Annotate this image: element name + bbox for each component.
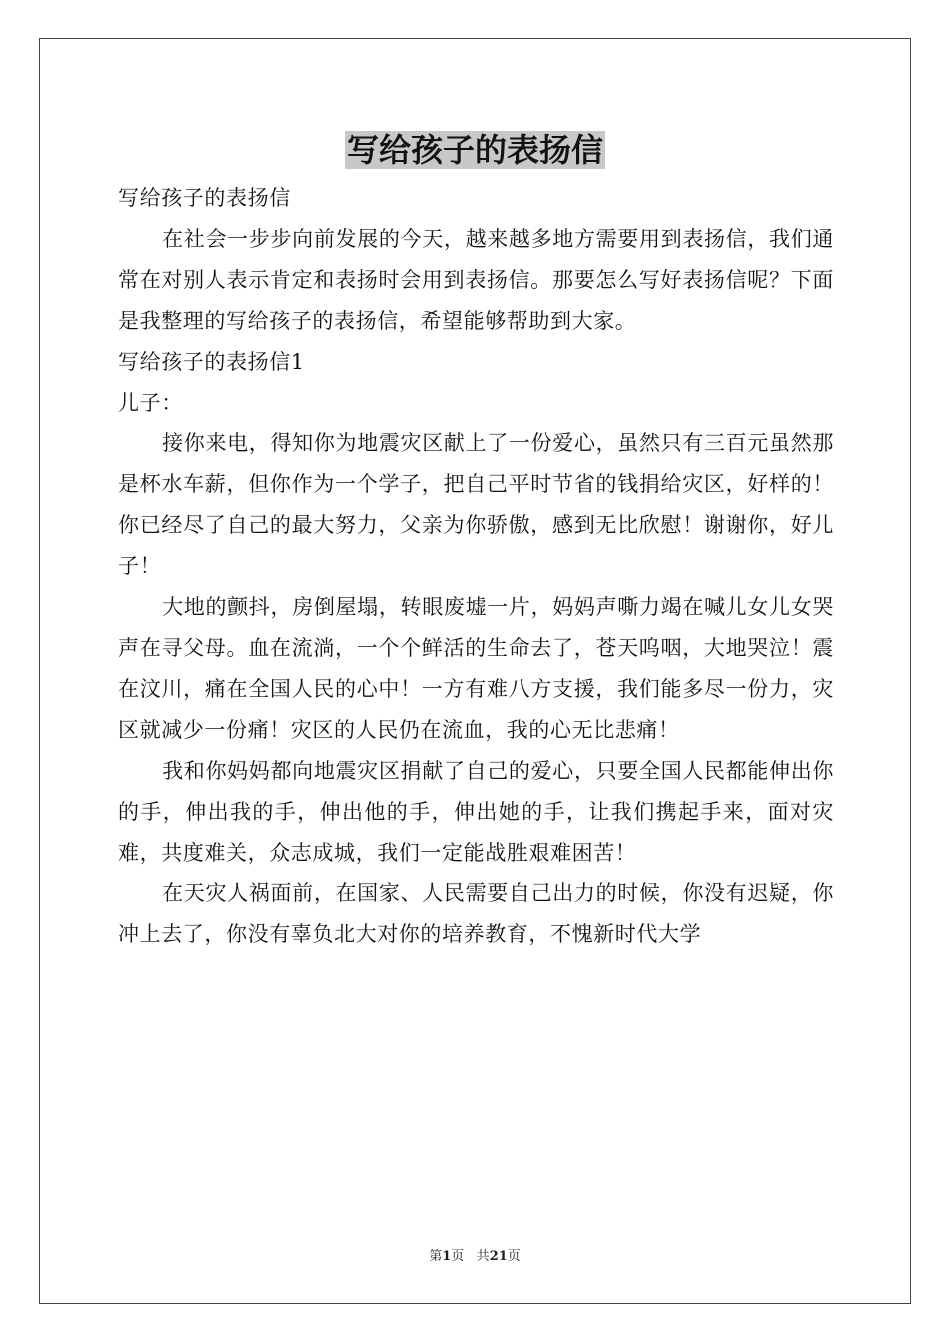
body-paragraph-6: 我和你妈妈都向地震灾区捐献了自己的爱心，只要全国人民都能伸出你的手，伸出我的手，伸出他的手，伸出她的手，让我们携起手来，面对灾难，共度难关，众志成城，我们一定能战胜艰难困苦！	[118, 758, 834, 865]
footer-current-page: 1	[442, 1249, 452, 1264]
footer-total-prefix: 共	[476, 1249, 490, 1264]
footer-total-unit: 页	[507, 1249, 521, 1264]
document-title	[0, 128, 950, 172]
footer-prefix: 第	[429, 1249, 443, 1264]
section-heading: 写给孩子的表扬信1	[118, 349, 305, 374]
document-title-text: 写给孩子的表扬信	[346, 131, 603, 169]
footer-page-unit: 页	[451, 1249, 465, 1264]
body-paragraph-5: 大地的颤抖，房倒屋塌，转眼废墟一片，妈妈声嘶力竭在喊儿女儿女哭声在寻父母。血在流淌，一个个鲜活的生命去了，苍天呜咽，大地哭泣！震在汶川，痛在全国人民的心中！一方有难八方支援，我们能多尽一份力，灾区就减少一份痛！灾区的人民仍在流血，我的心无比悲痛！	[118, 595, 834, 742]
page-footer	[0, 1248, 950, 1266]
document-body	[118, 178, 834, 955]
body-paragraph-4: 接你来电，得知你为地震灾区献上了一份爱心，虽然只有三百元虽然那是杯水车薪，但你作为一个学子，把自己平时节省的钱捐给灾区，好样的！你已经尽了自己的最大努力，父亲为你骄傲，感到无比欣慰！谢谢你，好儿子！	[118, 431, 834, 579]
salutation: 儿子：	[118, 390, 183, 415]
body-paragraph-1: 在社会一步步向前发展的今天，越来越多地方需要用到表扬信，我们通常在对别人表示肯定和表扬时会用到表扬信。那要怎么写好表扬信呢？下面是我整理的写给孩子的表扬信，希望能够帮助到大家。	[118, 226, 834, 333]
body-paragraph-7: 在天灾人祸面前，在国家、人民需要自己出力的时候，你没有迟疑，你冲上去了，你没有辜负北大对你的培养教育，不愧新时代大学	[118, 881, 834, 947]
body-paragraph-0: 写给孩子的表扬信	[118, 186, 291, 210]
footer-total-pages: 21	[489, 1249, 508, 1264]
